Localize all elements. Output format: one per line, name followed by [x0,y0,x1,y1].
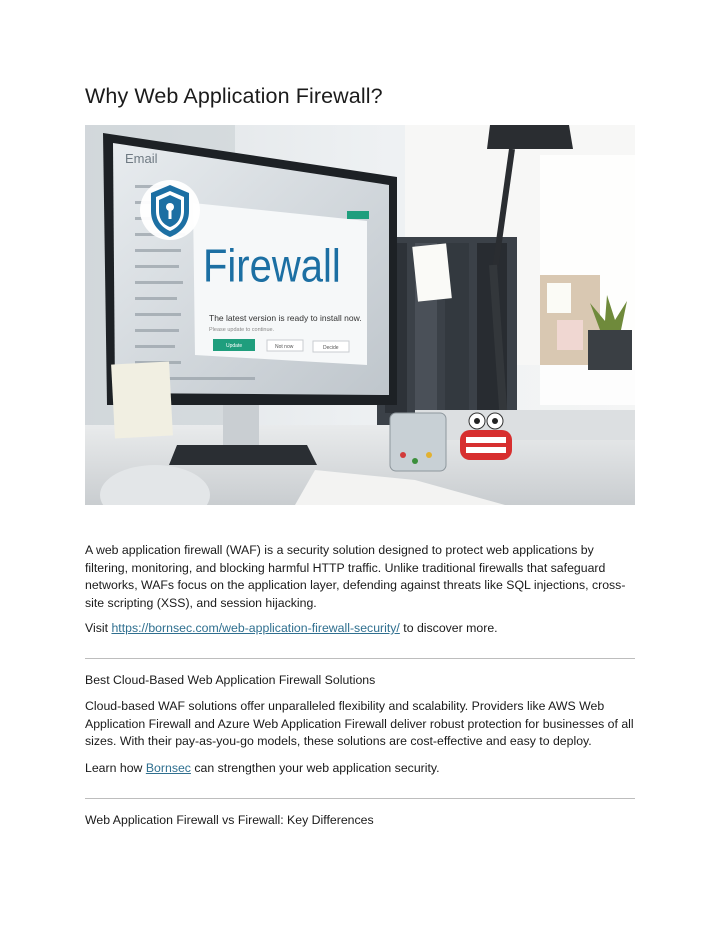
section2-heading: Web Application Firewall vs Firewall: Key Differences [85,813,374,827]
learn-suffix: can strengthen your web application security. [190,761,440,775]
intro-paragraph: A web application firewall (WAF) is a security solution designed to protect web applications by filtering, monitoring, and blocking harmful HTTP traffic. Unlike traditional firewalls that safeguard networks, WAFs focus on the application layer, defending against threats like SQL injections, cross-site scripting (XSS), and session hijacking. [85,543,626,610]
hero-not-now-button: Not now [275,344,294,350]
bornsec-link[interactable]: Bornsec [145,761,191,775]
hero-dialog-title: Firewall [203,240,341,293]
hero-screen-heading: Email [125,151,158,166]
visit-suffix: to discover more. [399,621,498,635]
hero-decide-button: Decide [323,345,339,351]
hero-update-button: Update [226,343,243,349]
visit-line [85,620,635,638]
visit-prefix: Visit [85,621,112,635]
section1-paragraph: Cloud-based WAF solutions offer unparalleled flexibility and scalability. Providers like AWS Web Application Firewall and Azure Web Application Firewall deliver robust protection for businesses of all sizes. With their pay-as-you-go models, these solutions are cost-effective and easy to deploy. [85,699,634,748]
hero-dialog-note: Please update to continue. [209,327,275,333]
learn-line [85,760,635,778]
bornsec-waf-link[interactable]: https://bornsec.com/web-application-firewall-security/ [111,621,400,635]
section-divider-1 [85,658,635,659]
learn-prefix: Learn how [85,761,146,775]
hero-dialog-subtitle: The latest version is ready to install now. [209,313,362,323]
shield-lock-icon [140,180,200,240]
section1-heading: Best Cloud-Based Web Application Firewall Solutions [85,673,376,687]
hero-image [85,125,635,505]
page-title: Why Web Application Firewall? [85,84,383,108]
section-divider-2 [85,798,635,799]
